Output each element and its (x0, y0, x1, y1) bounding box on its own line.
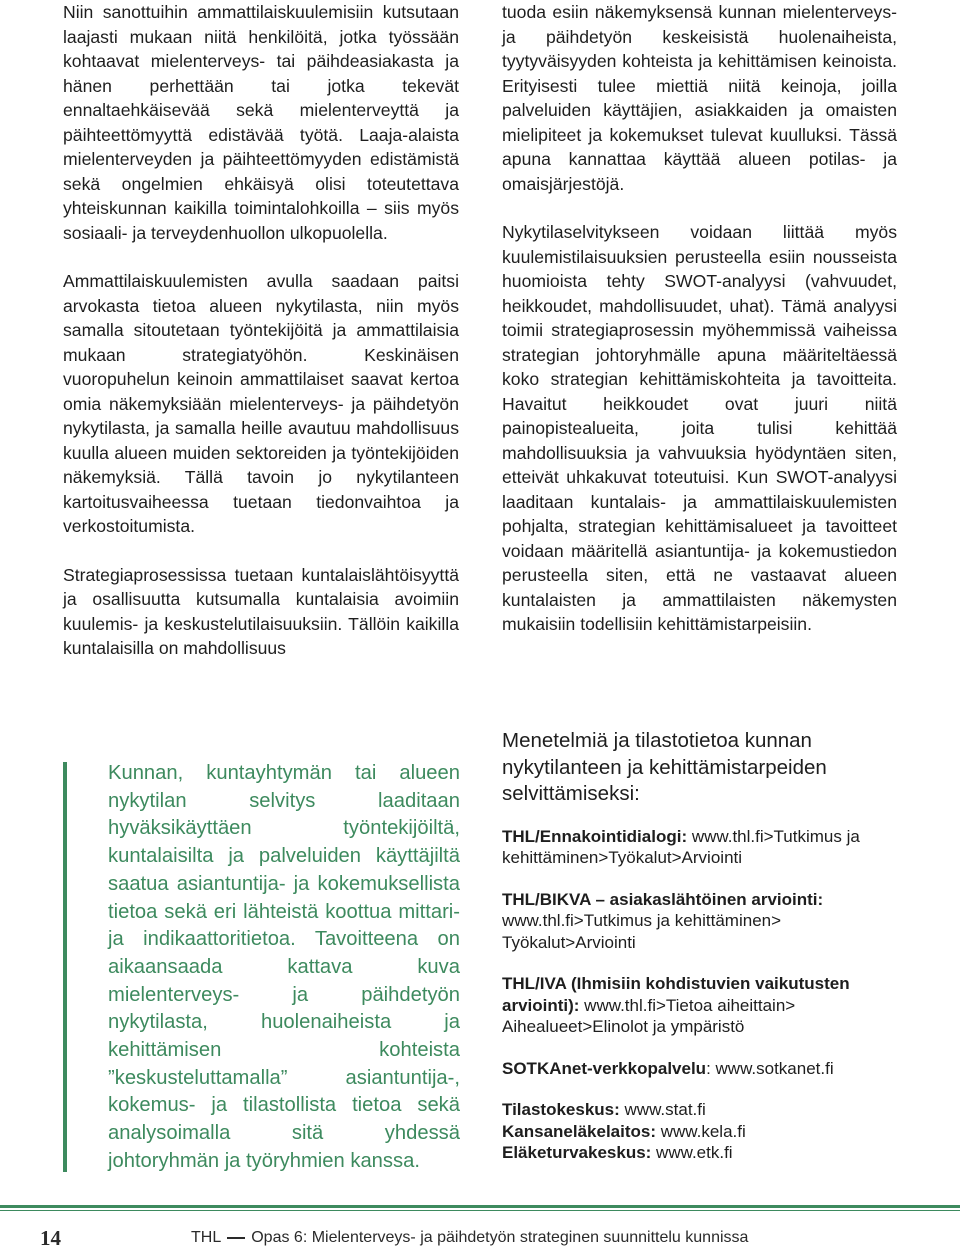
resource-label: THL/BIKVA – asiakaslähtöinen arviointi: (502, 889, 824, 909)
resource-line (502, 1142, 897, 1164)
resource-link: : www.sotkanet.fi (706, 1058, 834, 1078)
resource-label: THL/Ennakointidialogi: (502, 826, 688, 846)
resource-label: SOTKAnet-verkkopalvelu (502, 1058, 707, 1078)
resource-item (502, 973, 897, 1038)
footer-publisher: THL (191, 1229, 222, 1246)
right-column (502, 0, 897, 661)
footer-divider (0, 1205, 960, 1208)
resource-label: THL/IVA (Ihmisiin kohdistuvien vaikutusten arviointi): (502, 974, 850, 1015)
left-paragraph-3: Strategiaprosessissa tuetaan kuntalaislähtöisyyttä ja osallisuutta kutsumalla kuntalaisia avoimiin kuulemis- ja keskustelutilaisuuksiin. Tällöin kaikilla kuntalaisilla on mahdollisuus (63, 564, 459, 658)
pull-quote-text: Kunnan, kuntayhtymän tai alueen nykytilan selvitys laaditaan hyväksikäyttäen työntekijöiltä, kuntalaisilta ja palveluiden käyttäjiltä saatua asiantuntija- ja kokemuksellista tietoa sekä eri lähteistä koottua mittari- ja indikaattoritietoa. Tavoitteena on aikaansaada kattava kuva mielenterveys- ja päihdetyön nykytilasta, huolenaiheista ja kehittämisen kohteista ”keskusteluttamalla” asiantuntija-, kokemus- ja tilastollista tietoa sekä analysoimalla sitä yhdessä johtoryhmän ja työryhmien kanssa. (108, 762, 460, 1172)
footer-dash (227, 1237, 245, 1239)
resource-link: www.thl.fi>Tutkimus ja kehittäminen> Työkalut>Arviointi (502, 911, 782, 952)
resource-item (502, 826, 897, 869)
left-paragraph-2: Ammattilaiskuulemisten avulla saadaan paitsi arvokasta tietoa alueen nykytilasta, niin myös samalla sitoutetaan työntekijöitä ja ammattilaisia mukaan strategiatyöhön. Keskinäisen vuoropuhelun keinoin ammattilaiset saavat kertoa omia näkemyksiään mielenterveys- ja päihdetyön nykytilasta, ja samalla heille avautuu mahdollisuus kuulla alueen muiden sektoreiden ja työntekijöiden näkemyksiä. Tällä tavoin jo nykytilanteen kartoitusvaiheessa tuetaan tiedonvaihtoa ja verkostoitumista. (63, 271, 459, 536)
resource-link: www.thl.fi>Tietoa aiheittain> Aihealueet>Elinolot ja ympäristö (502, 995, 796, 1036)
resource-label: Kansaneläkelaitos: (502, 1121, 657, 1141)
footer-divider-thin (0, 1210, 960, 1211)
resource-link: www.kela.fi (656, 1121, 746, 1141)
resources-box (502, 728, 897, 1164)
resource-label: Tilastokeskus: (502, 1100, 620, 1119)
resources-heading: Menetelmiä ja tilastotietoa kunnan nykytilanteen ja kehittämistarpeiden selvittämiseksi: (502, 729, 827, 805)
right-paragraph-1: tuoda esiin näkemyksensä kunnan mielenterveys- ja päihdetyön keskeisistä huolenaiheista, tyytyväisyyden kohteista ja kehittämisen keinoista. Erityisesti tulee miettiä niitä keinoja, joilla palveluiden käyttäjien, asiakkaiden ja omaisten mielipiteet ja kokemukset tulevat kuulluksi. Tässä apuna kannattaa käyttää alueen potilas- ja omaisjärjestöjä. (502, 2, 897, 194)
resource-link: www.etk.fi (651, 1143, 733, 1162)
pull-quote (63, 762, 467, 1172)
left-column (63, 0, 459, 661)
right-paragraph-2: Nykytilaselvitykseen voidaan liittää myös kuulemistilaisuuksien perusteella esiin nousseista huomioista tehty SWOT-analyysi (vahvuudet, heikkoudet, mahdollisuudet, uhat). Tämä analyysi toimii strategiaprosessin myöhemmissä vaiheissa strategian johtoryhmälle apuna määriteltäessä koko strategian kehittämiskohteita ja tavoitteita. Havaitut heikkoudet ovat juuri niitä painopistealueita, joita tulisi kehittää mahdollisuuksia ja vahvuuksia hyödyntäen siten, etteivät uhkakuvat toteutuisi. Kun SWOT-analyysi laaditaan kuntalais- ja ammattilaiskuulemisten pohjalta, strategian kehittämisalueet ja tavoitteet voidaan määritellä asiantuntija- ja kokemustiedon perusteella siten, että ne vastaavat alueen kuntalaisten ja ammattilaisten näkemysten mukaisiin todellisiin kehittämistarpeisiin. (502, 222, 897, 634)
footer-title: Opas 6: Mielenterveys- ja päihdetyön strateginen suunnittelu kunnissa (251, 1229, 749, 1246)
resource-item (502, 1058, 897, 1080)
resource-line (502, 1099, 897, 1121)
resource-link: www.stat.fi (619, 1100, 706, 1119)
resource-line (502, 1121, 897, 1143)
statistics-sources (502, 1099, 897, 1164)
resource-label: Eläketurvakeskus: (502, 1143, 652, 1162)
resource-link: www.thl.fi>Tutkimus ja kehittäminen>Työkalut>Arviointi (502, 826, 860, 867)
resource-item (502, 889, 897, 954)
page-number: 14 (40, 1226, 61, 1250)
left-paragraph-1: Niin sanottuihin ammattilaiskuulemisiin kutsutaan laajasti mukaan niitä henkilöitä, jotka työssään kohtaavat mielenterveys- tai päihdeasiakasta ja hänen perhettään tai jotka tekevät ennaltaehkäisevää sekä mielenterveyttä ja päihteettömyyttä edistävää työtä. Laaja-alaista mielenterveyden ja päihteettömyyden edistämistä sekä ongelmien ehkäisyä olisi toteutettava yhteiskunnan kaikilla toimintalohkoilla – siis myös sosiaali- ja terveydenhuollon ulkopuolella. (63, 2, 459, 243)
footer-running-title (191, 1229, 748, 1247)
